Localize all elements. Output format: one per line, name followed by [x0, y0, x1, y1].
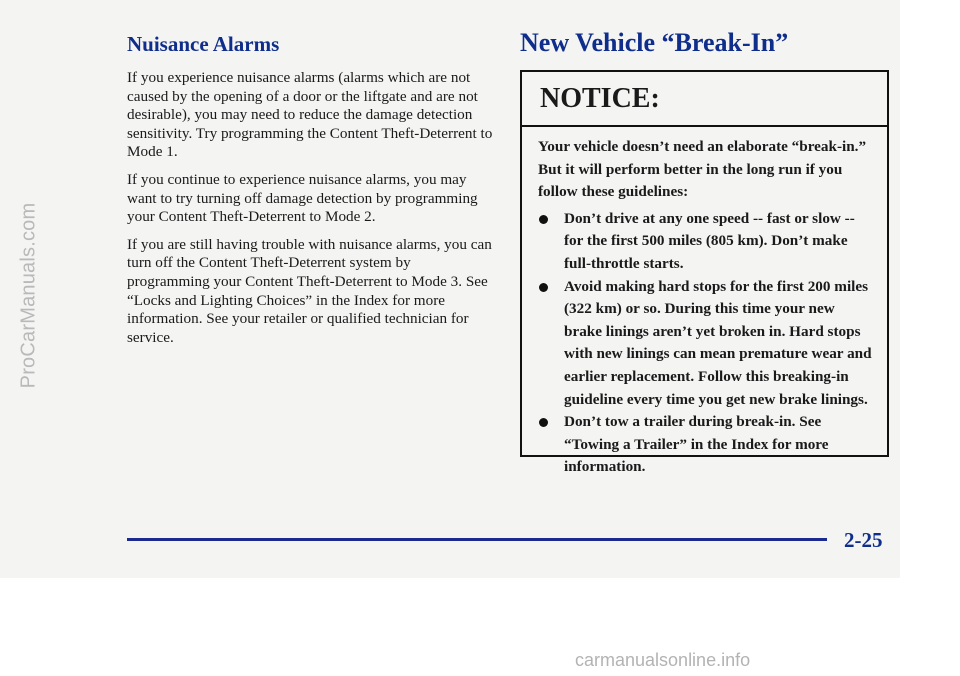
notice-intro: Your vehicle doesn’t need an elaborate “break-in.” But it will perform better in the long run if you follow these guidelines:	[538, 138, 867, 201]
side-watermark: ProCarManuals.com	[17, 202, 40, 388]
paragraph: If you experience nuisance alarms (alarms which are not caused by the opening of a door or the liftgate and are not desirable), you may need to reduce the damage detection sensitivity. Try programming the Content Theft-Deterrent to Mode 1.	[127, 69, 493, 161]
list-item	[538, 208, 873, 276]
bullet-icon	[539, 283, 548, 292]
section-title: New Vehicle “Break-In”	[520, 28, 789, 57]
nuisance-alarms-section	[127, 32, 497, 356]
notice-body	[522, 127, 887, 479]
paragraph: If you are still having trouble with nuisance alarms, you can turn off the Content Theft-Deterrent system by programming your Content Theft-Deterrent to Mode 3. See “Locks and Lighting Choices” in the Index for more information. See your retailer or qualified technician for service.	[127, 235, 492, 346]
list-item-text: Don’t drive at any one speed -- fast or slow -- for the first 500 miles (805 km). Don’t make full-throttle starts.	[564, 209, 855, 272]
notice-title: NOTICE:	[522, 72, 887, 127]
section-heading: Nuisance Alarms	[127, 32, 280, 56]
bullet-icon	[539, 418, 548, 427]
paragraph: If you continue to experience nuisance alarms, you may want to try turning off damage detection by programming your Content Theft-Deterrent to Mode 2.	[127, 170, 478, 226]
list-item-text: Don’t tow a trailer during break-in. See “Towing a Trailer” in the Index for more information.	[564, 413, 829, 476]
list-item	[538, 276, 873, 412]
list-item	[538, 411, 873, 479]
break-in-section	[520, 28, 892, 58]
bullet-icon	[539, 215, 548, 224]
bottom-watermark: carmanualsonline.info	[575, 650, 751, 670]
list-item-text: Avoid making hard stops for the first 200 miles (322 km) or so. During this time your new brake linings aren’t yet broken in. Hard stops with new linings can mean premature wear and earlier replacement. Follow this breaking-in guideline every time you get new brake linings.	[564, 277, 872, 408]
footer-rule	[127, 538, 827, 541]
notice-box	[520, 70, 889, 476]
page-number: 2-25	[844, 528, 883, 552]
guidelines-list	[538, 208, 873, 479]
